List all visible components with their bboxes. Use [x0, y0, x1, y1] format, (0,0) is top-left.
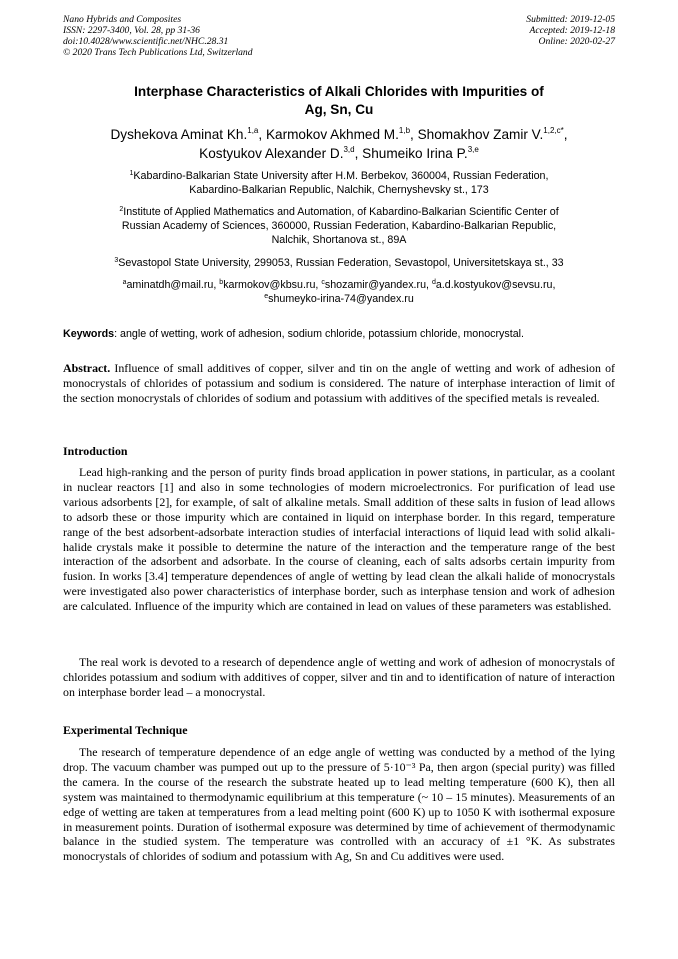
email-link[interactable]: shozamir@yandex.ru, [324, 279, 432, 291]
affiliation-3 [63, 256, 615, 270]
introduction-paragraph-2: The real work is devoted to a research of dependence angle of wetting and work of adhesion of monocrystals of chlorides potassium and sodium with additives of copper, silver and tin and to identification of nature of interaction on interphase border lead – a monocrystal. [63, 655, 615, 699]
author-affil-ref: 3,d [343, 145, 355, 154]
author-emails [63, 278, 615, 306]
affil-line: Russian Academy of Sciences, 360000, Russian Federation, Kabardino-Balkarian Republic, [121, 220, 557, 232]
abstract-text: Influence of small additives of copper, silver and tin on the angle of wetting and work of adhesion of monocrystals of chlorides of potassium and sodium is considered. The nature of interphase interaction of limit of the section monocrystals of chlorides of sodium and potassium with additives of the specified metals is revealed. [63, 361, 615, 405]
affil-line: Kabardino-Balkarian Republic, Nalchik, Chernyshevsky st., 173 [189, 184, 489, 196]
email-link[interactable]: shumeyko-irina-74@yandex.ru [268, 293, 414, 305]
author-name: Shomakhov Zamir V. [417, 127, 544, 142]
author-affil-ref: 1,2,c* [543, 126, 564, 135]
affil-line: Institute of Applied Mathematics and Automation, of Kabardino-Balkarian Scientific Center of [123, 206, 559, 218]
affil-number: 3 [114, 257, 119, 264]
abstract-label: Abstract. [63, 361, 111, 375]
header-left [63, 14, 253, 58]
authors-line-2 [48, 144, 630, 163]
affil-line: Kabardino-Balkarian State University after H.M. Berbekov, 360004, Russian Federation, [133, 170, 549, 182]
abstract [63, 361, 615, 406]
keywords [63, 327, 615, 341]
journal-copyright: © 2020 Trans Tech Publications Ltd, Switzerland [63, 47, 253, 58]
section-heading-introduction: Introduction [63, 444, 128, 458]
authors-line-1 [48, 125, 630, 144]
affil-number: 1 [129, 170, 134, 177]
online-date: Online: 2020-02-27 [538, 36, 615, 47]
affiliation-1 [63, 169, 615, 197]
keywords-label: Keywords [63, 328, 115, 340]
email-ref: a [122, 279, 127, 286]
author-sep: , [563, 127, 568, 142]
paper-title [63, 83, 615, 119]
email-ref: b [219, 279, 224, 286]
email-link[interactable]: karmokov@kbsu.ru, [223, 279, 322, 291]
author-name: Dyshekova Aminat Kh. [110, 127, 248, 142]
accepted-date: Accepted: 2019-12-18 [529, 25, 615, 36]
experimental-paragraph-1: The research of temperature dependence of an edge angle of wetting was conducted by a method of the lying drop. The vacuum chamber was pumped out up to the pressure of 5·10⁻³ Pa, then argon (special purity) was filled the camera. In the course of the research the substrate heated up to lead melting temperature (600 K), then all system was maintained to thermodynamic equilibrium at this temperature (~ 10 – 15 minutes). Measurements of an edge of wetting are taken at temperatures from a lead melting point (600 K) up to 1050 K with isothermal exposure in measurement points. Duration of isothermal exposure was determined by time of achievement of thermodynamic balance in the studied system. The temperature was controlled with an accuracy of ±1 °K. As substrates monocrystals of chlorides of sodium and potassium with Ag, Sn and Cu additives were used. [63, 745, 615, 864]
email-link[interactable]: aminatdh@mail.ru, [126, 279, 220, 291]
author-affil-ref: 3,e [467, 145, 479, 154]
email-ref: c [321, 279, 325, 286]
author-name: Kostyukov Alexander D. [199, 146, 344, 161]
affil-number: 2 [119, 206, 124, 213]
section-heading-experimental: Experimental Technique [63, 723, 188, 737]
affil-line: Sevastopol State University, 299053, Russian Federation, Sevastopol, Universitetskaya st., 33 [118, 257, 564, 269]
title-line-2: Ag, Sn, Cu [304, 102, 374, 117]
affil-line: Nalchik, Shortanova st., 89A [271, 234, 407, 246]
journal-doi[interactable]: doi:10.4028/www.scientific.net/NHC.28.31 [63, 36, 229, 47]
author-name: Karmokov Akhmed M. [265, 127, 399, 142]
journal-issn: ISSN: 2297-3400, Vol. 28, pp 31-36 [63, 25, 200, 36]
author-sep: , [354, 146, 363, 161]
journal-name: Nano Hybrids and Composites [63, 14, 182, 25]
author-name: Shumeiko Irina P. [362, 146, 468, 161]
submitted-date: Submitted: 2019-12-05 [526, 14, 615, 25]
author-sep: , [258, 127, 266, 142]
title-line-1: Interphase Characteristics of Alkali Chlorides with Impurities of [134, 84, 544, 99]
header-right [526, 14, 615, 47]
keywords-text: : angle of wetting, work of adhesion, sodium chloride, potassium chloride, monocrystal. [114, 328, 524, 340]
introduction-paragraph-1: Lead high-ranking and the person of purity finds broad application in power stations, in particular, as a coolant in nuclear reactors [1] and also in some technologies of modern microelectronics. For purification of lead use various adsorbents [2], for example, of salt of alkaline metals. Small addition of these salts in fusion of lead allows to adsorb these or those impurity which are contained in liquid on interphase border. In this regard, temperature range of the best adsorbent-adsorbate interaction studies of interfacial interactions of liquid lead with solid alkali-halide crystals make it possible to determine the nature of the interaction and the temperature range of the best interaction of the adsorbent and adsorbate. In the course of cleaning, each of salts adsorbs certain impurity from fusion. In works [3.4] temperature dependences of angle of wetting by lead clean the alkali halide of monocrystals were investigated also power characteristics of interphase border, such as interphase tension and work of adhesion are calculated. Influence of the impurity which are contained in lead on values of these parameters was established. [63, 465, 615, 614]
author-sep: , [410, 127, 418, 142]
author-affil-ref: 1,a [247, 126, 259, 135]
author-affil-ref: 1,b [398, 126, 411, 135]
email-ref: d [431, 279, 436, 286]
email-ref: e [264, 293, 269, 300]
affiliation-2 [63, 205, 615, 247]
email-link[interactable]: a.d.kostyukov@sevsu.ru, [435, 279, 556, 291]
author-list [48, 125, 630, 163]
